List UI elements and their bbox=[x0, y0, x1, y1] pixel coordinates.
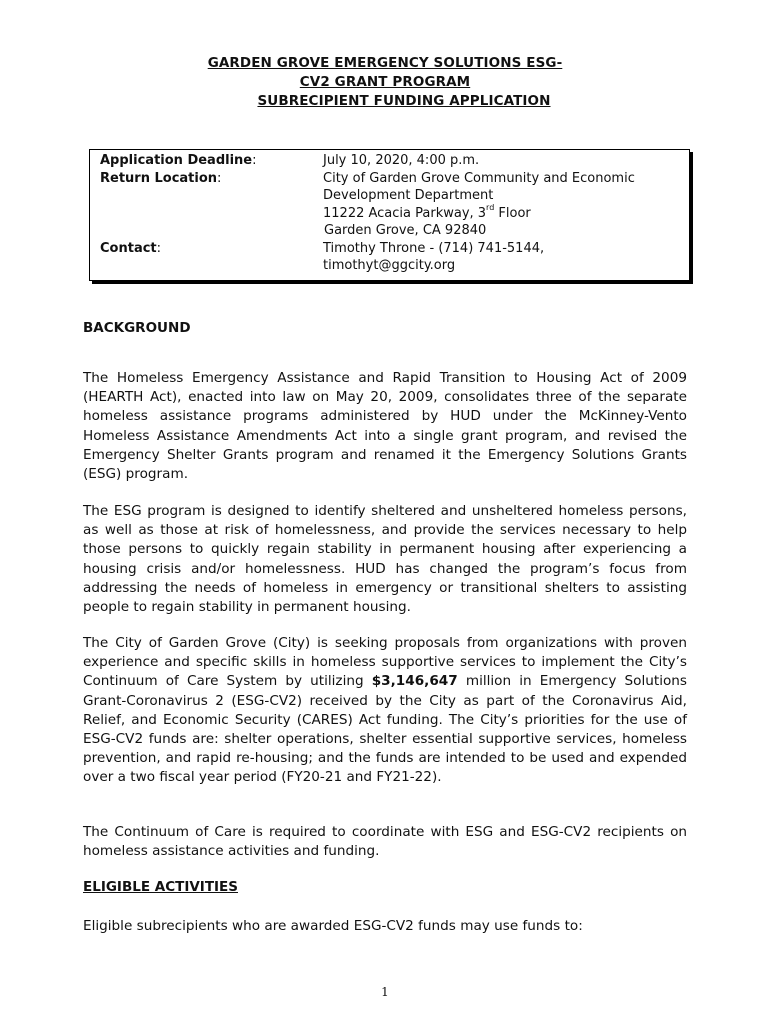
document-title bbox=[150, 54, 620, 111]
contact-label: Contact: bbox=[100, 240, 162, 256]
title-line-1: GARDEN GROVE EMERGENCY SOLUTIONS ESG- bbox=[207, 55, 563, 71]
background-paragraph-1: The Homeless Emergency Assistance and Rapid Transition to Housing Act of 2009 (HEARTH Act), enacted into law on May 20, 2009, consolidates three of the separate homeless assistance programs administered by HUD under the McKinney-Vento Homeless Assistance Amendments Act into a single grant program, and revised the Emergency Shelter Grants program and renamed it the Emergency Solutions Grants (ESG) program. bbox=[83, 370, 687, 483]
title-line-3: SUBRECIPIENT FUNDING APPLICATION bbox=[257, 93, 551, 109]
deadline-value: July 10, 2020, 4:00 p.m. bbox=[323, 153, 480, 168]
return-line-2: Development Department bbox=[323, 188, 494, 203]
page-number: 1 bbox=[381, 985, 389, 999]
eligible-activities-intro: Eligible subrecipients who are awarded ESG-CV2 funds may use funds to: bbox=[83, 918, 583, 934]
contact-line-1: Timothy Throne - (714) 741-5144, bbox=[323, 240, 545, 256]
background-paragraph-2: The ESG program is designed to identify sheltered and unsheltered homeless persons, as well as those at risk of homelessness, and provide the services necessary to help those persons to quickly regain stability in permanent housing after experiencing a housing crisis and/or homelessness. HUD has changed the program’s focus from addressing the needs of homeless in emergency or transitional shelters to assisting people to regain stability in permanent housing. bbox=[83, 503, 687, 616]
return-line-3: 11222 Acacia Parkway, 3rd Floor bbox=[323, 203, 531, 221]
background-paragraph-3: The City of Garden Grove (City) is seeking proposals from organizations with proven experience and specific skills in homeless supportive services to implement the City’s Continuum of Care System by utilizing $3,146,647 million in Emergency Solutions Grant-Coronavirus 2 (ESG-CV2) received by the City as part of the Coronavirus Aid, Relief, and Economic Security (CARES) Act funding. The City’s priorities for the use of ESG-CV2 funds are: shelter operations, shelter essential supportive services, homeless prevention, and rapid re-housing; and the funds are intended to be used and expended over a two fiscal year period (FY20-21 and FY21-22). bbox=[83, 635, 688, 786]
return-line-4: Garden Grove, CA 92840 bbox=[324, 223, 487, 238]
deadline-label: Application Deadline: bbox=[100, 153, 257, 168]
contact-line-2: timothyt@ggcity.org bbox=[323, 258, 456, 273]
return-label: Return Location: bbox=[100, 170, 222, 186]
eligible-activities-heading: ELIGIBLE ACTIVITIES bbox=[83, 879, 238, 895]
return-line-1: City of Garden Grove Community and Economic bbox=[323, 170, 635, 186]
background-paragraph-4: The Continuum of Care is required to coordinate with ESG and ESG-CV2 recipients on homeless assistance activities and funding. bbox=[83, 824, 687, 860]
background-heading: BACKGROUND bbox=[83, 320, 191, 336]
title-line-2: CV2 GRANT PROGRAM bbox=[299, 74, 471, 90]
application-info-box bbox=[89, 149, 690, 281]
